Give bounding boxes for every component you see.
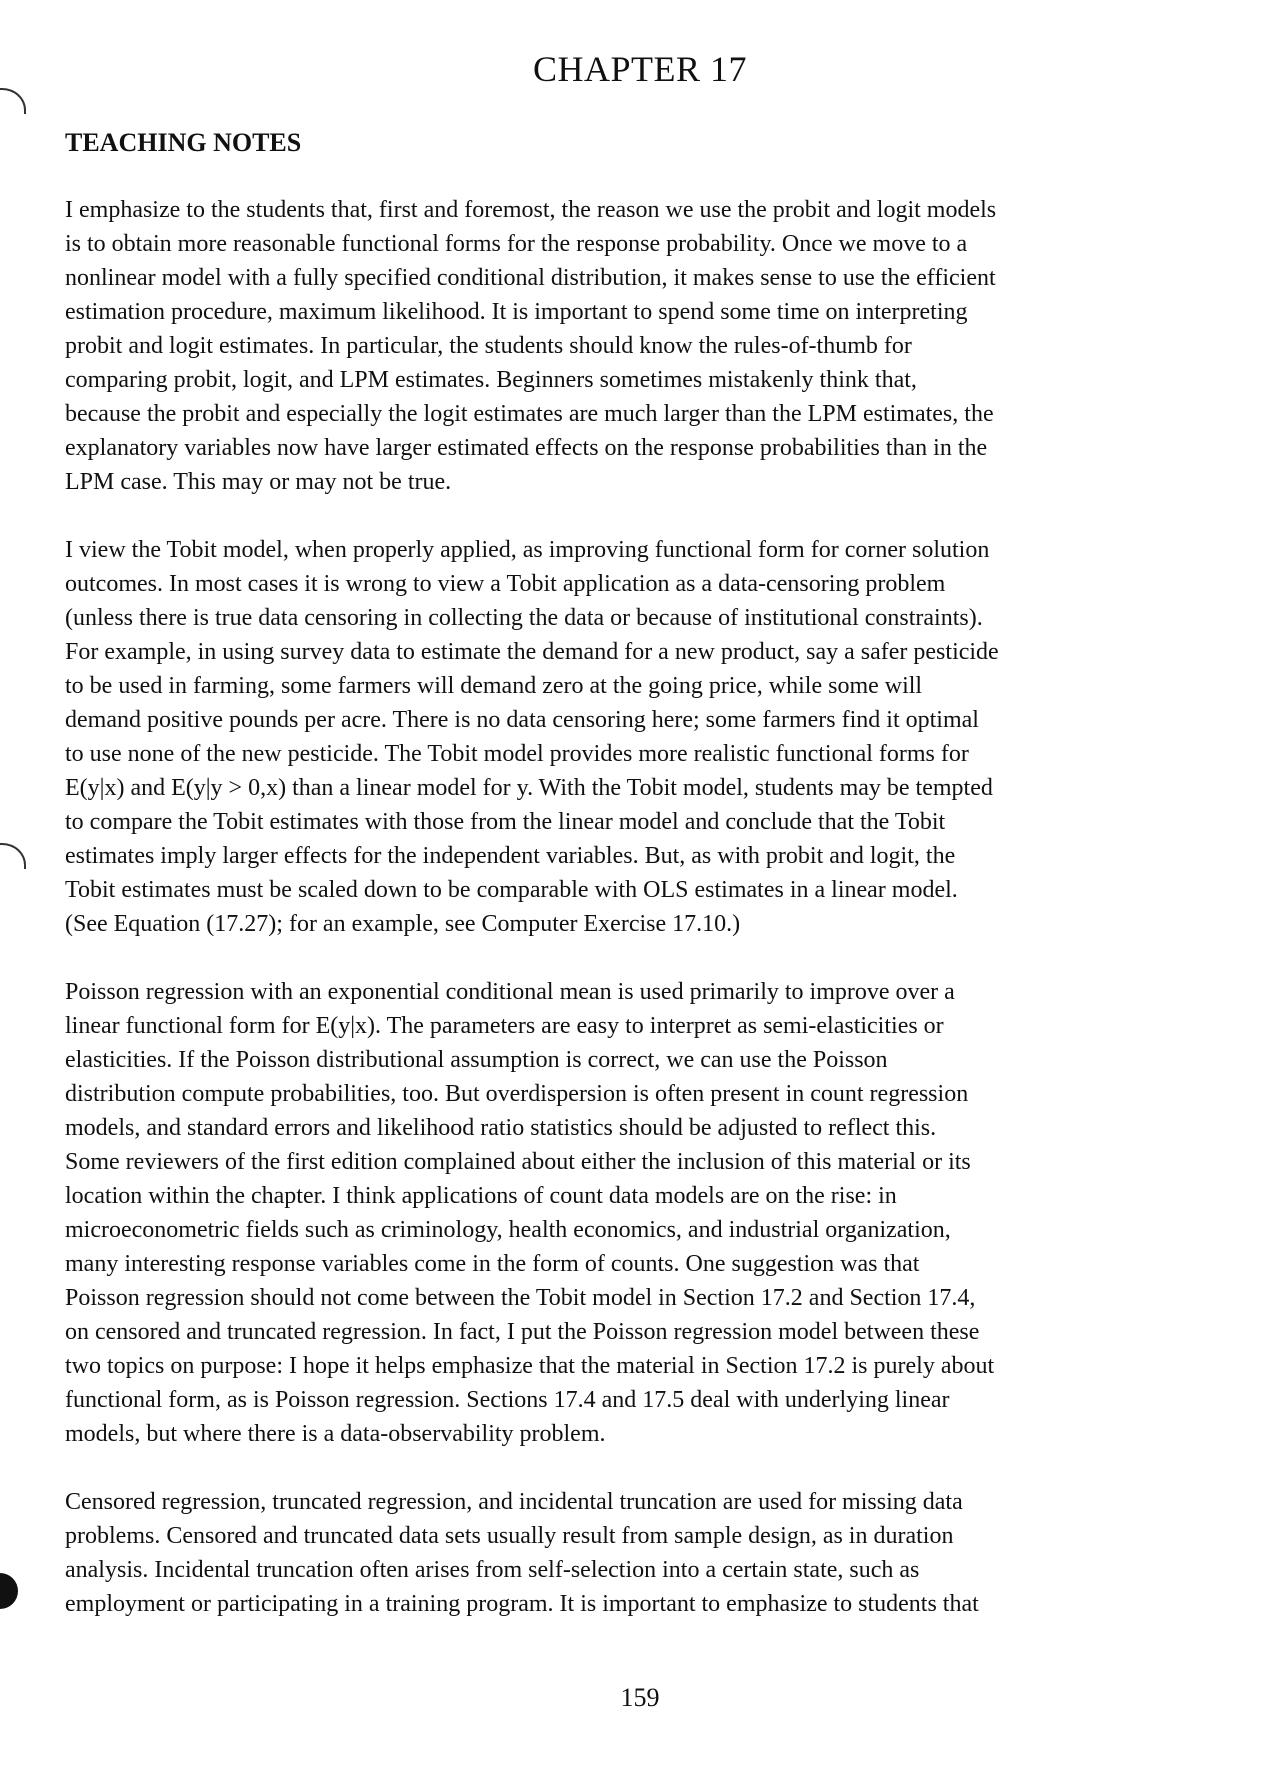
page-number: 159 xyxy=(620,1683,660,1712)
paragraph xyxy=(65,193,1215,499)
text-line: probit and logit estimates. In particular, the students should know the rules-of-thumb for xyxy=(65,333,912,359)
text-line: Some reviewers of the first edition complained about either the inclusion of this material or its xyxy=(65,1149,971,1175)
text-line: distribution compute probabilities, too. But overdispersion is often present in count regression xyxy=(65,1081,969,1107)
text-line: Poisson regression with an exponential conditional mean is used primarily to improve over a xyxy=(65,979,955,1005)
text-line: I emphasize to the students that, first and foremost, the reason we use the probit and logit models xyxy=(65,197,997,223)
text-line: many interesting response variables come in the form of counts. One suggestion was that xyxy=(65,1251,920,1277)
text-line: estimates imply larger effects for the independent variables. But, as with probit and logit, the xyxy=(65,843,956,869)
text-line: demand positive pounds per acre. There is no data censoring here; some farmers find it optimal xyxy=(65,707,979,733)
text-line: employment or participating in a training program. It is important to emphasize to students that xyxy=(65,1591,979,1617)
text-line: For example, in using survey data to estimate the demand for a new product, say a safer pesticide xyxy=(65,639,999,665)
text-line: estimation procedure, maximum likelihood. It is important to spend some time on interpreting xyxy=(65,299,968,325)
text-line: to use none of the new pesticide. The Tobit model provides more realistic functional forms for xyxy=(65,741,969,767)
text-line: functional form, as is Poisson regression. Sections 17.4 and 17.5 deal with underlying linear xyxy=(65,1387,950,1413)
margin-mark xyxy=(0,843,26,869)
text-line: I view the Tobit model, when properly applied, as improving functional form for corner solution xyxy=(65,537,990,563)
binder-hole xyxy=(0,1573,18,1609)
text-line: Tobit estimates must be scaled down to be comparable with OLS estimates in a linear model. xyxy=(65,877,958,903)
text-line: nonlinear model with a fully specified conditional distribution, it makes sense to use the efficient xyxy=(65,265,996,291)
body-text xyxy=(65,193,1215,1655)
chapter-title: CHAPTER 17 xyxy=(532,49,748,89)
text-line: microeconometric fields such as criminology, health economics, and industrial organization, xyxy=(65,1217,951,1243)
section-heading: TEACHING NOTES xyxy=(65,128,302,157)
text-line: models, but where there is a data-observability problem. xyxy=(65,1421,606,1447)
text-line: analysis. Incidental truncation often arises from self-selection into a certain state, such as xyxy=(65,1557,920,1583)
text-line: LPM case. This may or may not be true. xyxy=(65,469,452,495)
text-line: E(y|x) and E(y|y > 0,x) than a linear model for y. With the Tobit model, students may be tempted xyxy=(65,775,993,801)
text-line: comparing probit, logit, and LPM estimates. Beginners sometimes mistakenly think that, xyxy=(65,367,917,393)
text-line: outcomes. In most cases it is wrong to view a Tobit application as a data-censoring problem xyxy=(65,571,946,597)
text-line: because the probit and especially the logit estimates are much larger than the LPM estimates, the xyxy=(65,401,994,427)
text-line: linear functional form for E(y|x). The parameters are easy to interpret as semi-elasticities or xyxy=(65,1013,944,1039)
text-line: problems. Censored and truncated data sets usually result from sample design, as in duration xyxy=(65,1523,954,1549)
text-line: to compare the Tobit estimates with those from the linear model and conclude that the Tobit xyxy=(65,809,946,835)
text-line: two topics on purpose: I hope it helps emphasize that the material in Section 17.2 is purely about xyxy=(65,1353,995,1379)
text-line: (See Equation (17.27); for an example, see Computer Exercise 17.10.) xyxy=(65,911,741,937)
paragraph xyxy=(65,533,1215,941)
text-line: Poisson regression should not come between the Tobit model in Section 17.2 and Section 17.4, xyxy=(65,1285,976,1311)
text-line: on censored and truncated regression. In fact, I put the Poisson regression model between these xyxy=(65,1319,980,1345)
text-line: location within the chapter. I think applications of count data models are on the rise: in xyxy=(65,1183,897,1209)
margin-mark xyxy=(0,88,26,114)
text-line: is to obtain more reasonable functional forms for the response probability. Once we move to a xyxy=(65,231,968,257)
paragraph xyxy=(65,1485,1215,1621)
text-line: (unless there is true data censoring in collecting the data or because of institutional constraints). xyxy=(65,605,983,631)
text-line: elasticities. If the Poisson distributional assumption is correct, we can use the Poisson xyxy=(65,1047,888,1073)
text-line: models, and standard errors and likelihood ratio statistics should be adjusted to reflect this. xyxy=(65,1115,937,1141)
text-line: to be used in farming, some farmers will demand zero at the going price, while some will xyxy=(65,673,923,699)
text-line: Censored regression, truncated regression, and incidental truncation are used for missing data xyxy=(65,1489,963,1515)
paragraph xyxy=(65,975,1215,1451)
text-line: explanatory variables now have larger estimated effects on the response probabilities than in the xyxy=(65,435,988,461)
